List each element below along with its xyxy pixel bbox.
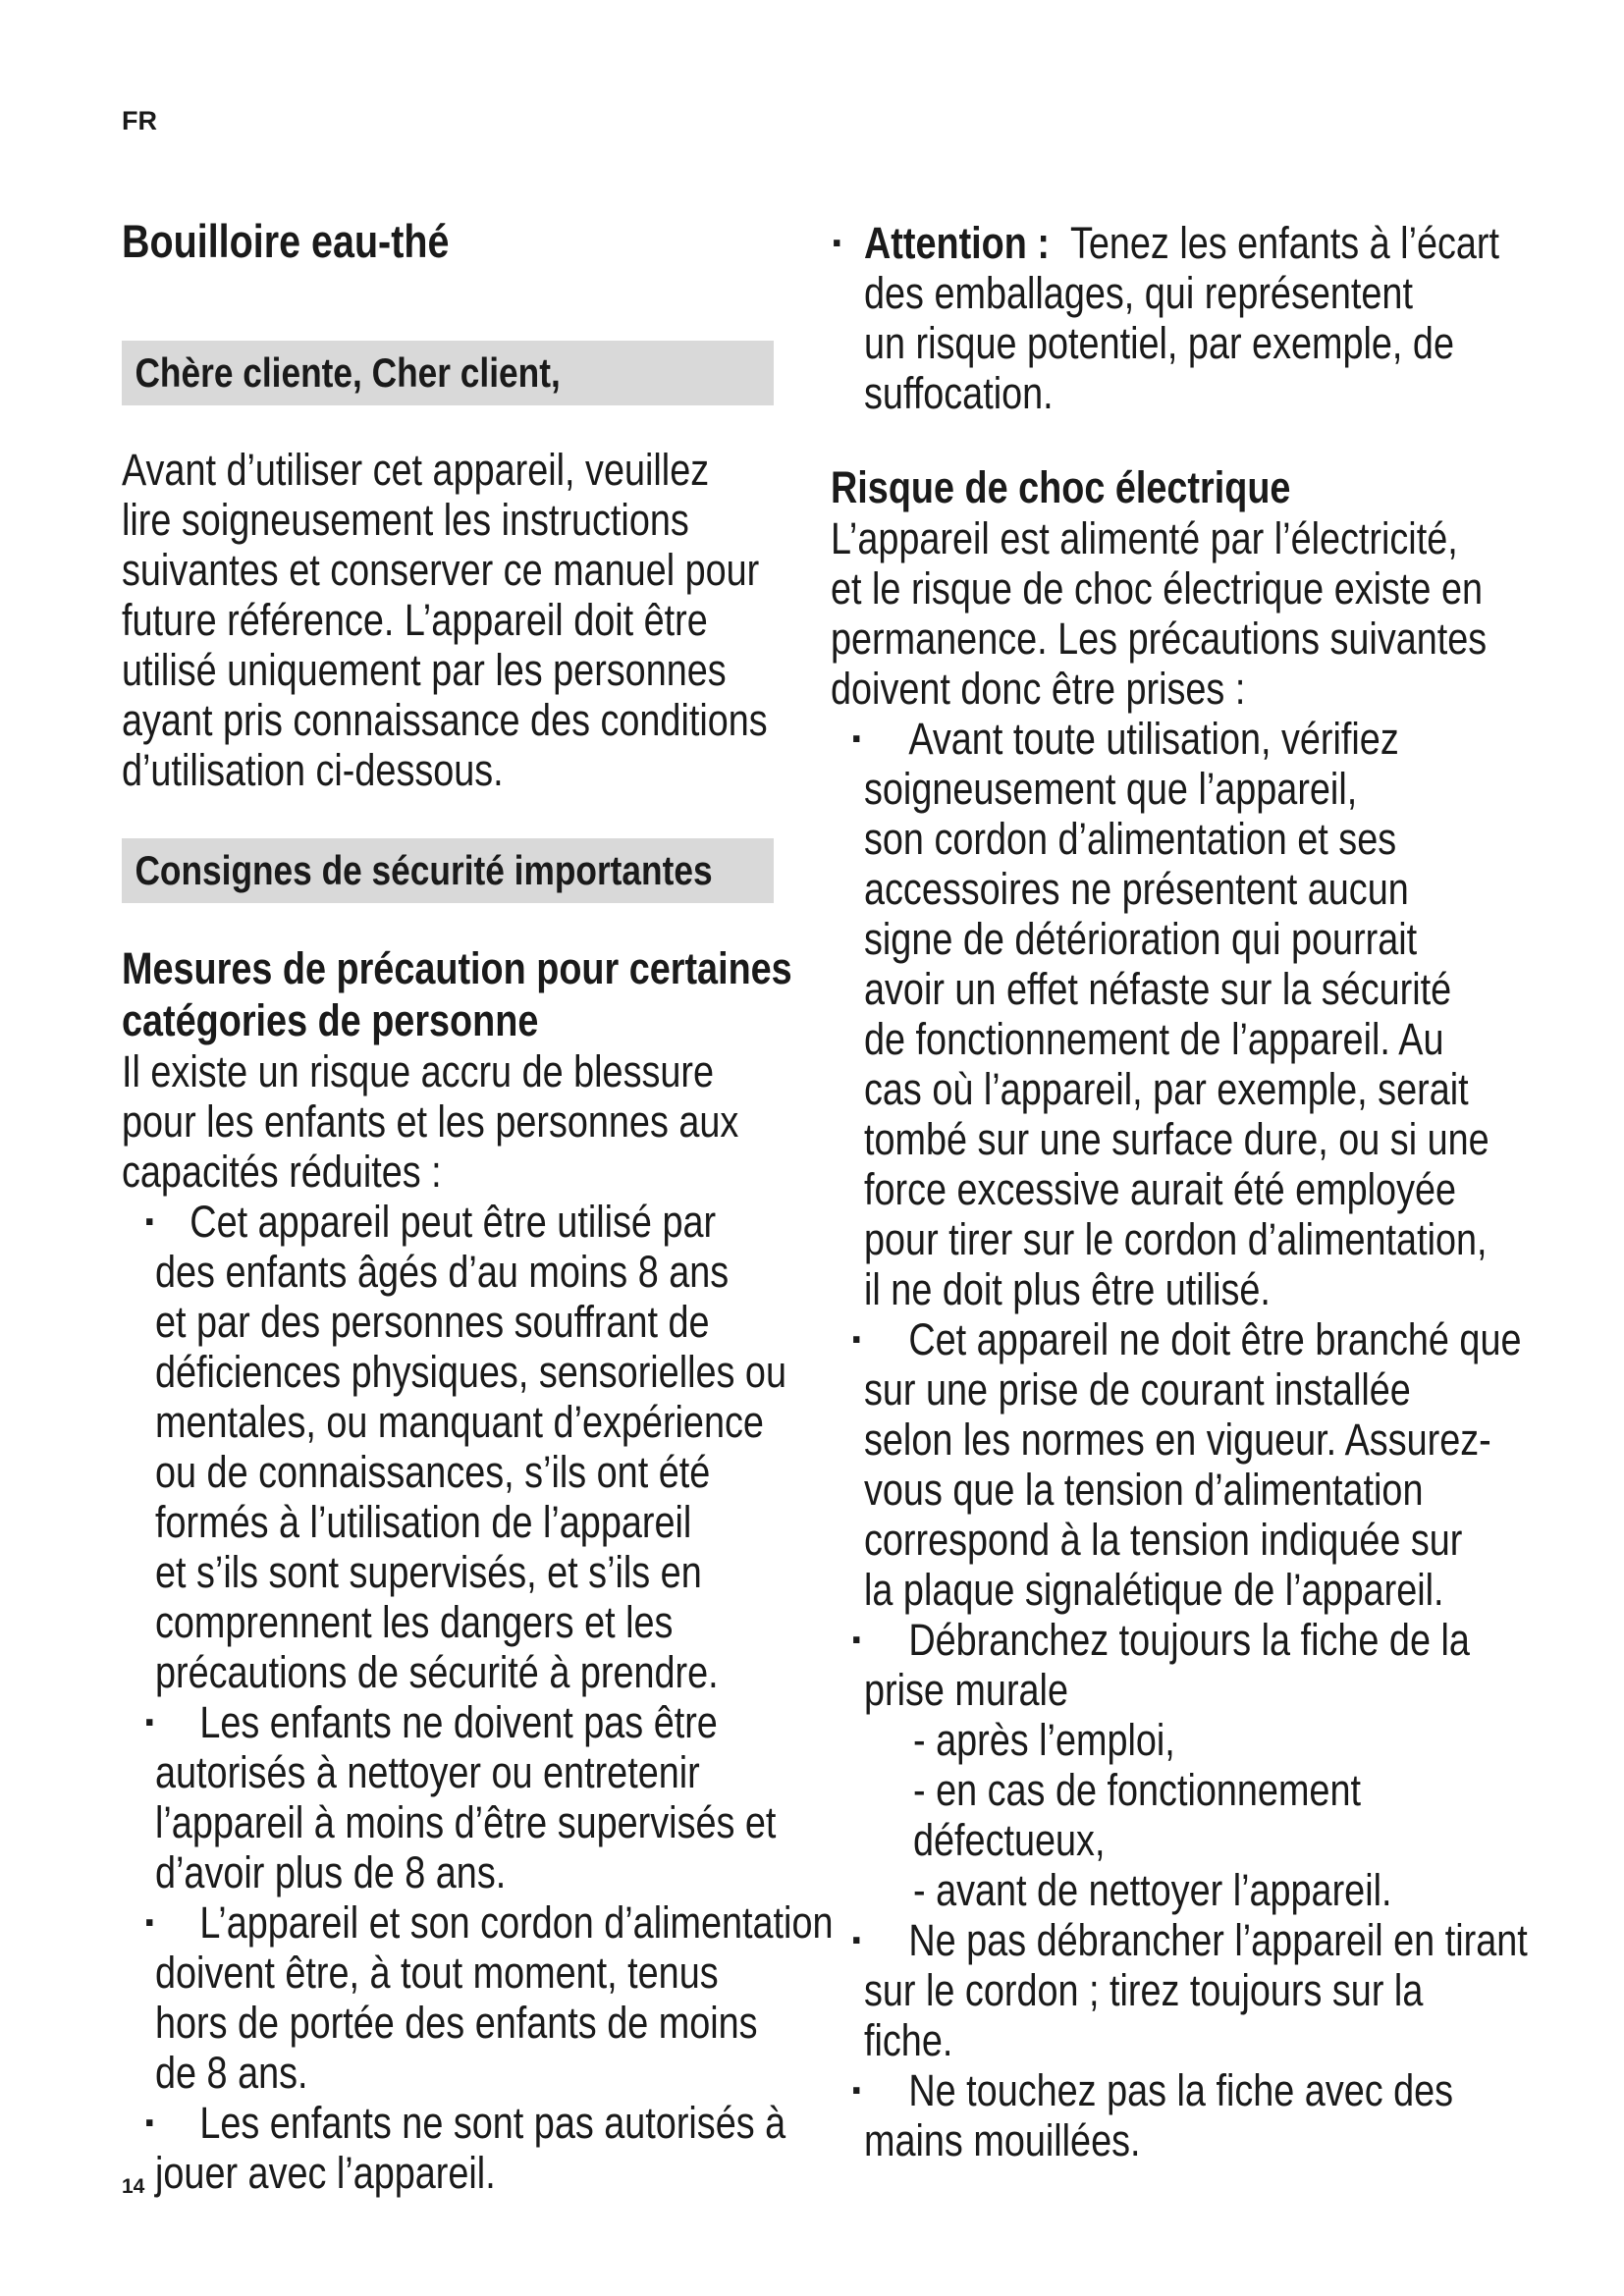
attention-label: Attention :: [864, 218, 1050, 268]
bullet-item: · Ne pas débrancher l’appareil en tirant sur le cordon ; tirez toujours sur la fiche.: [850, 1915, 1528, 2065]
left-column: [122, 214, 834, 2198]
precaution-subheading: Mesures de précaution pour certaines catégories de personne: [122, 943, 792, 1045]
attention-item: · Attention : Tenez les enfants à l’écart des emballages, qui représentent un risque potentiel, par exemple, de suffocation.: [831, 218, 1500, 418]
bullet-dot: ·: [143, 1197, 158, 1247]
bullet-dot: ·: [850, 1314, 865, 1364]
bullet-item: · Débranchez toujours la fiche de la prise murale - après l’emploi, - en cas de fonctionnement défectueux, - avant de nettoyer l’appareil.: [831, 1615, 1547, 1915]
sub-list: - après l’emploi, - en cas de fonctionnement défectueux, - avant de nettoyer l’appareil.: [913, 1715, 1392, 1915]
page-number: 14: [122, 2175, 145, 2198]
bullet-item: · Ne touchez pas la fiche avec des mains mouillées.: [850, 2065, 1454, 2165]
bullet-item: · Cet appareil peut être utilisé par des enfants âgés d’au moins 8 ans et par des personnes souffrant de déficiences physiques, sensorielles ou mentales, ou manquant d’expérience ou de connaissances, s’ils ont été formés à l’utilisation de l’appareil et s’ils sont supervisés, et s’ils en comprennent les dangers et les précautions de sécurité à prendre.: [143, 1197, 786, 1697]
document-title: Bouilloire eau-thé: [122, 215, 450, 267]
bullet-dot: ·: [850, 714, 865, 764]
bullet-dot: ·: [850, 1915, 865, 1965]
section-band-safety: Consignes de sécurité importantes: [122, 838, 774, 903]
bullet-dot: ·: [143, 1897, 158, 1948]
bullet-item: · Cet appareil ne doit être branché que sur une prise de courant installée selon les normes en vigueur. Assurez- vous que la tension d’alimentation correspond à la tension indiquée sur la plaque signalétique de l’appareil.: [850, 1314, 1522, 1615]
bullet-dot: ·: [850, 1615, 865, 1665]
language-code: FR: [122, 106, 157, 135]
bullet-dot: ·: [831, 218, 845, 268]
risk-paragraph: Il existe un risque accru de blessure pour les enfants et les personnes aux capacités réduites :: [122, 1046, 739, 1197]
shock-subheading: Risque de choc électrique: [831, 462, 1291, 512]
bullet-dot: ·: [143, 1697, 158, 1747]
bullet-dot: ·: [143, 2098, 158, 2148]
bullet-dot: ·: [850, 2065, 865, 2115]
section-band-greeting: Chère cliente, Cher client,: [122, 341, 774, 405]
shock-intro-paragraph: L’appareil est alimenté par l’électricité, et le risque de choc électrique existe en permanence. Les précautions suivantes doivent donc être prises :: [831, 513, 1488, 714]
bullet-item: · Les enfants ne sont pas autorisés à jouer avec l’appareil.: [143, 2098, 786, 2198]
intro-paragraph: Avant d’utiliser cet appareil, veuillez lire soigneusement les instructions suivantes et conserver ce manuel pour future référence. L’appareil doit être utilisé uniquement par les personnes ayant pris connaissance des conditions d’utilisation ci-dessous.: [122, 445, 768, 795]
right-column: [831, 218, 1547, 2165]
bullet-item: · Les enfants ne doivent pas être autorisés à nettoyer ou entretenir l’appareil à moins d’être supervisés et d’avoir plus de 8 ans.: [143, 1697, 777, 1897]
bullet-item: · L’appareil et son cordon d’alimentation doivent être, à tout moment, tenus hors de portée des enfants de moins de 8 ans.: [143, 1897, 834, 2098]
bullet-item: · Avant toute utilisation, vérifiez soigneusement que l’appareil, son cordon d’alimentation et ses accessoires ne présentent aucun signe de détérioration qui pourrait avoir un effet néfaste sur la sécurité de fonctionnement de l’appareil. Au cas où l’appareil, par exemple, serait tombé sur une surface dure, ou si une force excessive aurait été employée pour tirer sur le cordon d’alimentation, il ne doit plus être utilisé.: [850, 714, 1489, 1314]
